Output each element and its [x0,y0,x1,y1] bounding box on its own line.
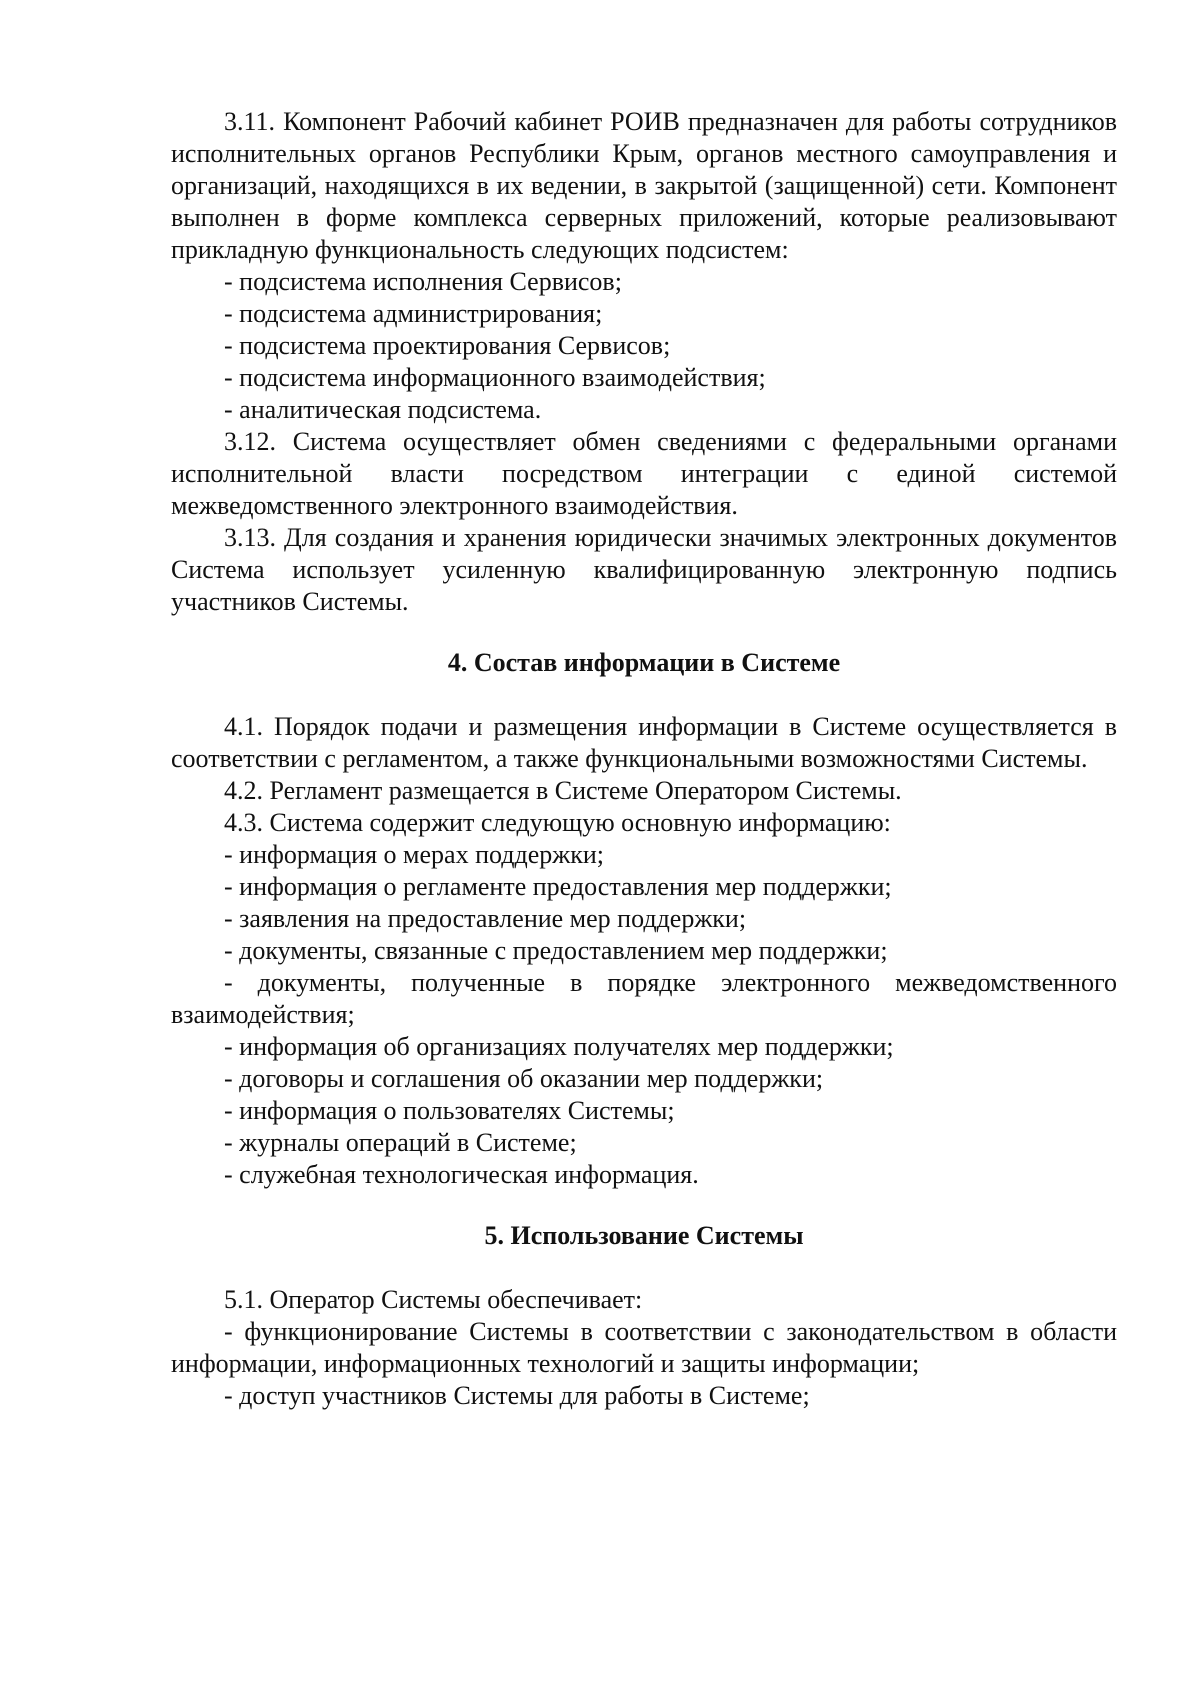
paragraph-4-1: 4.1. Порядок подачи и размещения информации в Системе осуществляется в соответствии с регламентом, а также функциональными возможностями Системы. [171,712,1117,773]
list-item: - договоры и соглашения об оказании мер поддержки; [224,1064,824,1093]
document-body [171,106,1117,1412]
paragraph-4-3: 4.3. Система содержит следующую основную информацию: [224,808,891,837]
list-item: - аналитическая подсистема. [224,395,542,424]
paragraph-3-13: 3.13. Для создания и хранения юридически значимых электронных документов Система использует усиленную квалифицированную электронную подпись участников Системы. [171,523,1117,616]
section-5-heading: 5. Использование Системы [484,1221,804,1250]
list-item: - информация о мерах поддержки; [224,840,604,869]
list-item: - информация о регламенте предоставления мер поддержки; [224,872,892,901]
list-item: - заявления на предоставление мер поддержки; [224,904,747,933]
list-item: - журналы операций в Системе; [224,1128,577,1157]
list-item: - функционирование Системы в соответствии с законодательством в области информации, информационных технологий и защиты информации; [171,1317,1117,1378]
list-item: - подсистема проектирования Сервисов; [224,331,671,360]
paragraph-3-12: 3.12. Система осуществляет обмен сведениями с федеральными органами исполнительной власти посредством интеграции с единой системой межведомственного электронного взаимодействия. [171,427,1117,520]
paragraph-5-1: 5.1. Оператор Системы обеспечивает: [224,1285,643,1314]
list-item: - документы, полученные в порядке электронного межведомственного взаимодействия; [171,968,1117,1029]
list-item: - подсистема информационного взаимодействия; [224,363,766,392]
list-item: - доступ участников Системы для работы в Системе; [224,1381,810,1410]
section-4-heading-block [171,647,1117,679]
list-item: - подсистема администрирования; [224,299,603,328]
paragraph-4-2: 4.2. Регламент размещается в Системе Оператором Системы. [224,776,902,805]
list-item: - служебная технологическая информация. [224,1160,699,1189]
paragraph-3-11: 3.11. Компонент Рабочий кабинет РОИВ предназначен для работы сотрудников исполнительных органов Республики Крым, органов местного самоуправления и организаций, находящихся в их ведении, в закрытой (защищенной) сети. Компонент выполнен в форме комплекса серверных приложений, которые реализовывают прикладную функциональность следующих подсистем: [171,107,1117,264]
list-item: - документы, связанные с предоставлением мер поддержки; [224,936,888,965]
section-5-heading-block [171,1220,1117,1252]
list-item: - информация о пользователях Системы; [224,1096,675,1125]
section-4-heading: 4. Состав информации в Системе [447,648,841,677]
list-item: - подсистема исполнения Сервисов; [224,267,622,296]
list-item: - информация об организациях получателях мер поддержки; [224,1032,894,1061]
